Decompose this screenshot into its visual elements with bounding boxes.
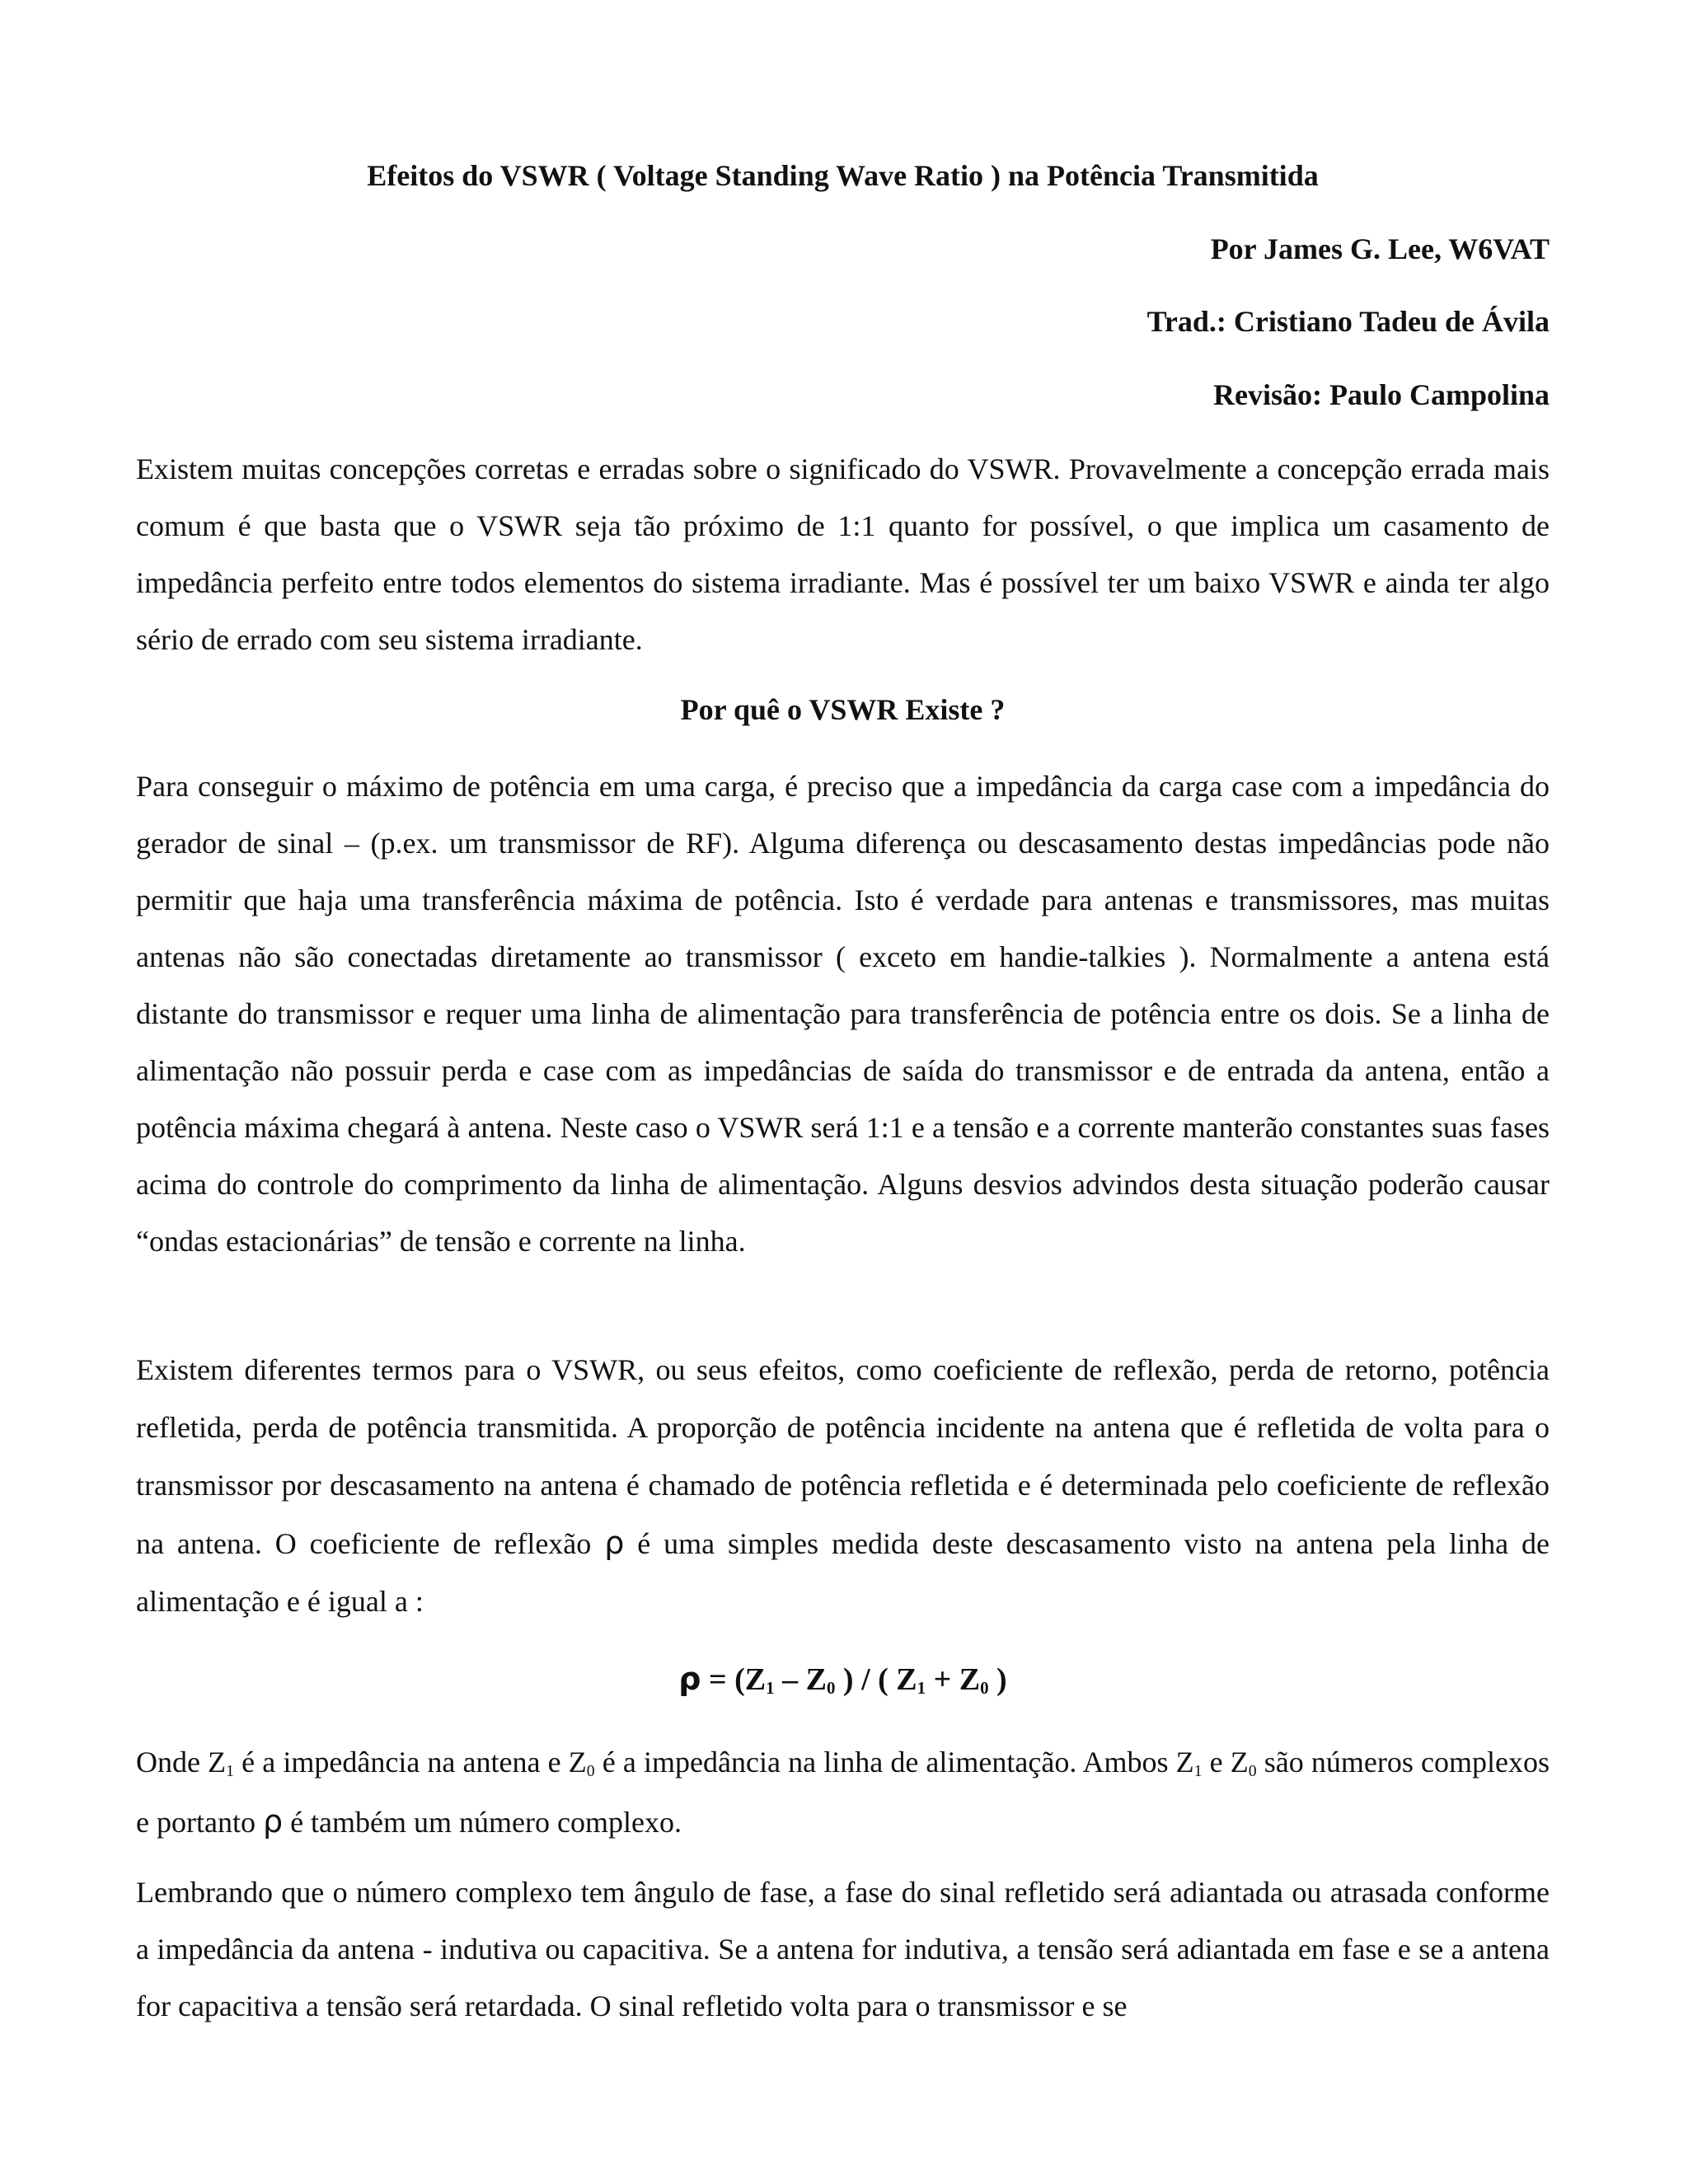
formula-part: ) bbox=[988, 1662, 1007, 1697]
p4-subscript: 0 bbox=[1248, 1761, 1257, 1780]
p4-text: são números complexos e portanto bbox=[136, 1746, 1550, 1839]
formula-subscript: 0 bbox=[826, 1678, 836, 1699]
byline-translator: Trad.: Cristiano Tadeu de Ávila bbox=[1146, 305, 1550, 338]
p4-text: é também um número complexo. bbox=[283, 1806, 682, 1839]
byline-reviewer: Revisão: Paulo Campolina bbox=[1212, 378, 1550, 411]
paragraph-reflection-coefficient bbox=[136, 1341, 1550, 1630]
paragraph-intro: Existem muitas concepções corretas e erradas sobre o significado do VSWR. Provavelmente a concepção errada mais comum é que basta que o VSWR seja tão próximo de 1:1 quanto for possível, o que implica um casamento de impedância perfeito entre todos elementos do sistema irradiante. Mas é possível ter um baixo VSWR e ainda ter algo sério de errado com seu sistema irradiante. bbox=[136, 452, 1550, 656]
formula-part: = (Z bbox=[701, 1662, 767, 1697]
rho-symbol: ρ bbox=[604, 1525, 625, 1561]
formula-part: – Z bbox=[774, 1662, 827, 1697]
p4-subscript: 1 bbox=[1193, 1761, 1203, 1780]
formula-subscript: 0 bbox=[980, 1678, 989, 1699]
paragraph-complex-numbers bbox=[136, 1732, 1550, 1852]
formula-part: + Z bbox=[926, 1662, 981, 1697]
section-heading: Por quê o VSWR Existe ? bbox=[680, 693, 1006, 726]
reflection-formula bbox=[136, 1654, 1550, 1704]
paragraph-3-text-a: Existem diferentes termos para o VSWR, ou seus efeitos, como coeficiente de reflexão, perda de retorno, potência refletida, perda de potência transmitida. A proporção de potência incidente na antena que é refletida de volta para o transmissor por descasamento na antena é chamado de potência refletida e é determinada pelo coeficiente de reflexão na antena. O coeficiente de reflexão bbox=[136, 1353, 1550, 1560]
byline-author: Por James G. Lee, W6VAT bbox=[1210, 232, 1550, 265]
document-title: Efeitos do VSWR ( Voltage Standing Wave Ratio ) na Potência Transmitida bbox=[367, 159, 1319, 192]
p4-rho: ρ bbox=[262, 1803, 284, 1840]
p4-text: é a impedância na antena e Z bbox=[234, 1746, 587, 1779]
formula-part: ) / ( Z bbox=[835, 1662, 917, 1697]
paragraph-3-text-b: é uma simples medida deste descasamento visto na antena pela linha de alimentação e é igual a : bbox=[136, 1527, 1550, 1618]
paragraph-phase: Lembrando que o número complexo tem ângulo de fase, a fase do sinal refletido será adiantada ou atrasada conforme a impedância da antena - indutiva ou capacitiva. Se a antena for indutiva, a tensão será adiantada em fase e se a antena for capacitiva a tensão será retardada. O sinal refletido volta para o transmissor e se bbox=[136, 1876, 1550, 2022]
paragraph-impedance: Para conseguir o máximo de potência em uma carga, é preciso que a impedância da carga case com a impedância do gerador de sinal – (p.ex. um transmissor de RF). Alguma diferença ou descasamento destas impedâncias pode não permitir que haja uma transferência máxima de potência. Isto é verdade para antenas e transmissores, mas muitas antenas não são conectadas diretamente ao transmissor ( exceto em handie-talkies ). Normalmente a antena está distante do transmissor e requer uma linha de alimentação para transferência de potência entre os dois. Se a linha de alimentação não possuir perda e case com as impedâncias de saída do transmissor e de entrada da antena, então a potência máxima chegará à antena. Neste caso o VSWR será 1:1 e a tensão e a corrente manterão constantes suas fases acima do controle do comprimento da linha de alimentação. Alguns desvios advindos desta situação poderão causar “ondas estacionárias” de tensão e corrente na linha. bbox=[136, 770, 1550, 1258]
formula-rho: ρ bbox=[678, 1661, 701, 1697]
formula-subscript: 1 bbox=[766, 1678, 775, 1699]
p4-text: é a impedância na linha de alimentação. Ambos Z bbox=[594, 1746, 1194, 1779]
p4-subscript: 0 bbox=[586, 1761, 595, 1780]
p4-subscript: 1 bbox=[226, 1761, 234, 1780]
p4-text: Onde Z bbox=[136, 1746, 227, 1779]
formula-subscript: 1 bbox=[917, 1678, 926, 1699]
p4-text: e Z bbox=[1202, 1746, 1249, 1779]
